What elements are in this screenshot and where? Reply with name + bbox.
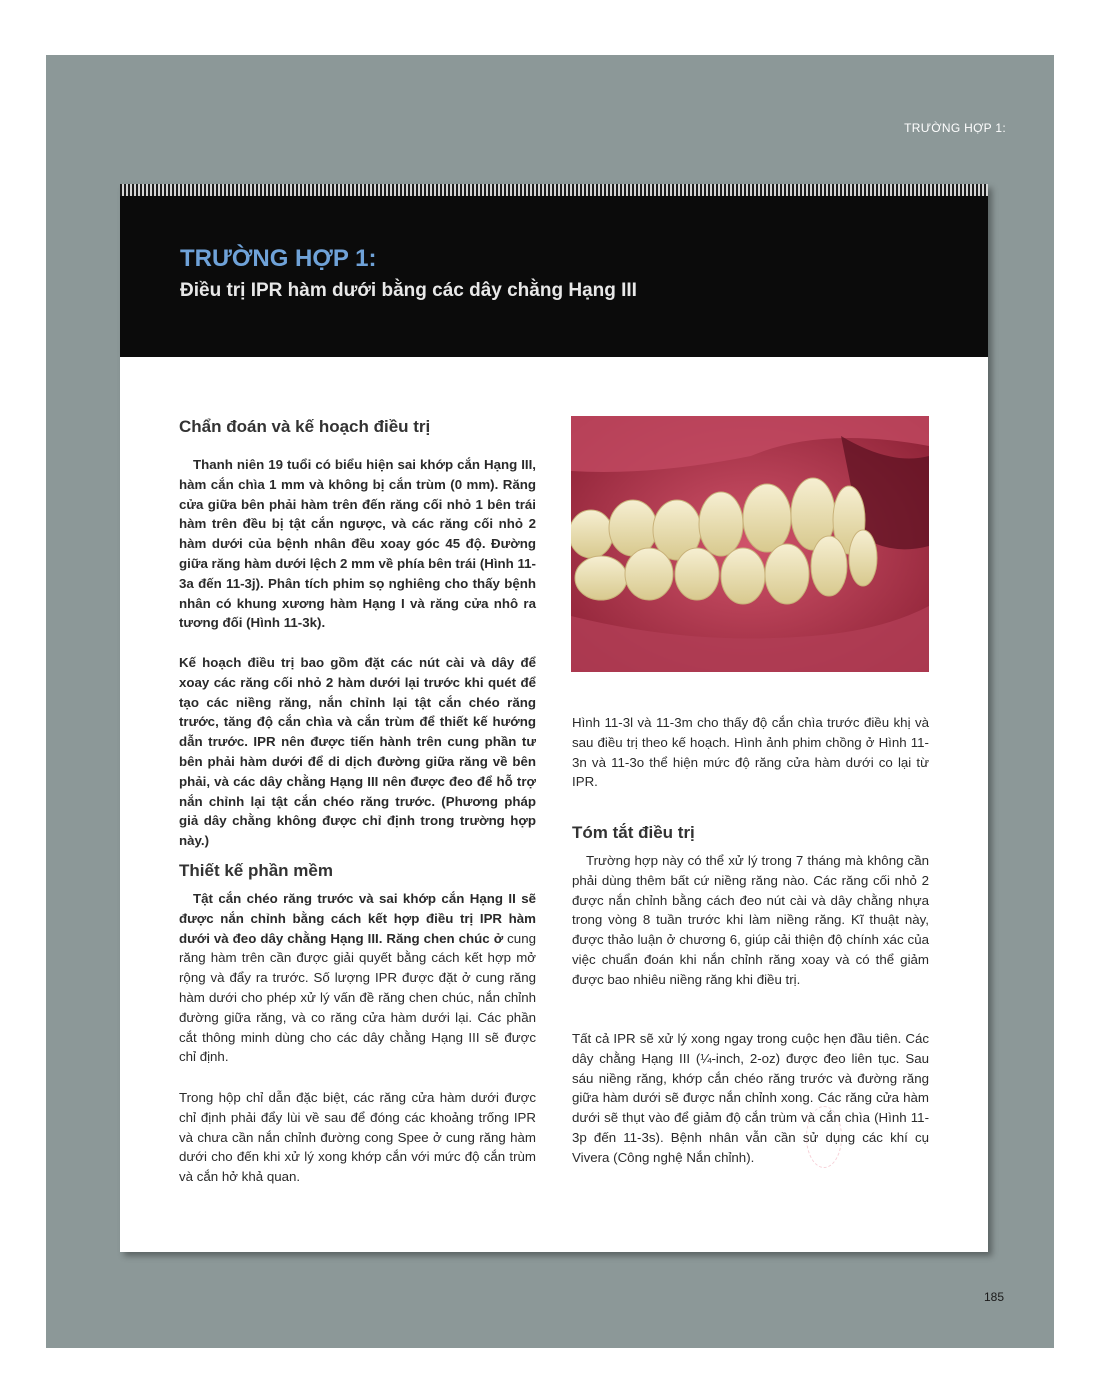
ipr-schedule-paragraph: Tất cả IPR sẽ xử lý xong ngay trong cuộc hẹn đầu tiên. Các dây chằng Hạng III (¼-inch, 2-oz) được đeo liên tục. Sau sáu niềng răng, khớp cắn chéo răng trước và đường răng giữa hàm dưới sẽ được nắn chỉnh xong. Các răng cửa hàm dưới sẽ thụt vào để giảm độ cắn trùm và cắn chìa (Hình 11-3p đến 11-3s). Bệnh nhân vẫn cần sử dụng các khí cụ Vivera (Công nghệ Nắn chỉnh). [572, 1031, 929, 1165]
page-number: 185 [983, 1290, 1004, 1304]
section-heading-diagnosis: Chẩn đoán và kế hoạch điều trị [179, 417, 431, 436]
diagnosis-paragraph: Thanh niên 19 tuổi có biểu hiện sai khớp cắn Hạng III, hàm cắn chìa 1 mm và không bị cắn trùm (0 mm). Răng cửa giữa bên phải hàm trên đến răng cối nhỏ 1 bên trái hàm trên đều bị tật cắn ngược, và các răng cối nhỏ 2 hàm dưới của bệnh nhân đều xoay góc 45 độ. Đường giữa răng hàm dưới lệch 2 mm về phía bên trái (Hình 11-3a đến 11-3j). Phân tích phim sọ nghiêng cho thấy bệnh nhân có khung xương hàm Hạng I và răng cửa nhô ra tương đối (Hình 11-3k). [179, 457, 536, 631]
case-subtitle: Điều trị IPR hàm dưới bằng các dây chằng Hạng III [180, 280, 637, 301]
treatment-plan-paragraph: Kế hoạch điều trị bao gồm đặt các nút cài và dây để xoay các răng cối nhỏ 2 hàm dưới lại trước khi quét để tạo các niềng răng, nắn chỉnh lại tật cắn chéo răng trước, tăng độ cắn chìa và cắn trùm để thiết kế hướng dẫn trước. IPR nên được tiến hành trên cung phần tư bên phải hàm dưới để di dịch đường giữa răng về bên phải, và các dây chằng Hạng III nên được đeo để hỗ trợ nắn chỉnh lại tật cắn chéo răng trước. (Phương pháp giả dây chằng không được chỉ định trong trường hợp này.) [179, 655, 536, 849]
ruler-strip [120, 184, 988, 196]
special-instructions-paragraph: Trong hộp chỉ dẫn đặc biệt, các răng cửa hàm dưới được chỉ định phải đẩy lùi về sau để đóng các khoảng trống IPR và chưa cần nắn chỉnh đường cong Spee ở cung răng hàm dưới cho đến khi xử lý xong khớp cắn với mức độ cắn trùm và cắn hở khả quan. [179, 1090, 536, 1185]
section-heading-software-design: Thiết kế phần mềm [179, 861, 333, 880]
running-head: TRƯỜNG HỢP 1: [904, 121, 1006, 135]
title-banner [120, 196, 988, 357]
software-design-paragraph: Tật cắn chéo răng trước và sai khớp cắn Hạng II sẽ được nắn chỉnh bằng cách kết hợp điều trị IPR hàm dưới và đeo dây chằng Hạng III. Răng chen chúc ở cung răng hàm trên cần được giải quyết bằng cách kết hợp mở rộng và đẩy ra trước. Số lượng IPR được đặt ở cung răng hàm dưới cho phép xử lý vấn đề răng chen chúc, nắn chỉnh đường giữa răng, và co răng cửa hàm dưới lại. Các phần cắt thông minh dùng cho các dây chằng Hạng III sẽ được chỉ định. [179, 891, 536, 1065]
teeth-photo-svg [571, 416, 929, 672]
treatment-summary-paragraph: Trường hợp này có thể xử lý trong 7 tháng mà không cần phải dùng thêm bất cứ niềng răng nào. Các răng cối nhỏ 2 được nắn chỉnh bằng cách đeo nút cài và dây chằng nhựa trong vòng 8 tuần trước khi làm niềng răng. Kĩ thuật này, được thảo luận ở chương 6, giúp cải thiện độ chính xác của việc chuẩn đoán khi nắn chỉnh răng xoay và có thể giảm được bao nhiêu niềng răng khi điều trị. [572, 853, 929, 987]
case-title: TRƯỜNG HỢP 1: [180, 245, 377, 272]
faint-stamp-mark [806, 1106, 842, 1168]
figure-caption-paragraph: Hình 11-3l và 11-3m cho thấy độ cắn chìa trước điều khị và sau điều trị theo kế hoạch. Hình ảnh phim chồng ở Hình 11-3n và 11-3o thể hiện mức độ răng cửa hàm dưới co lại từ IPR. [572, 715, 929, 790]
software-design-bold-lead: Tật cắn chéo răng trước và sai khớp cắn Hạng II sẽ được nắn chỉnh bằng cách kết hợp điều trị IPR hàm dưới và đeo dây chằng Hạng III. Răng chen chúc ở [179, 891, 536, 946]
intraoral-teeth-photo [571, 416, 929, 672]
section-heading-treatment-summary: Tóm tắt điều trị [572, 823, 695, 842]
